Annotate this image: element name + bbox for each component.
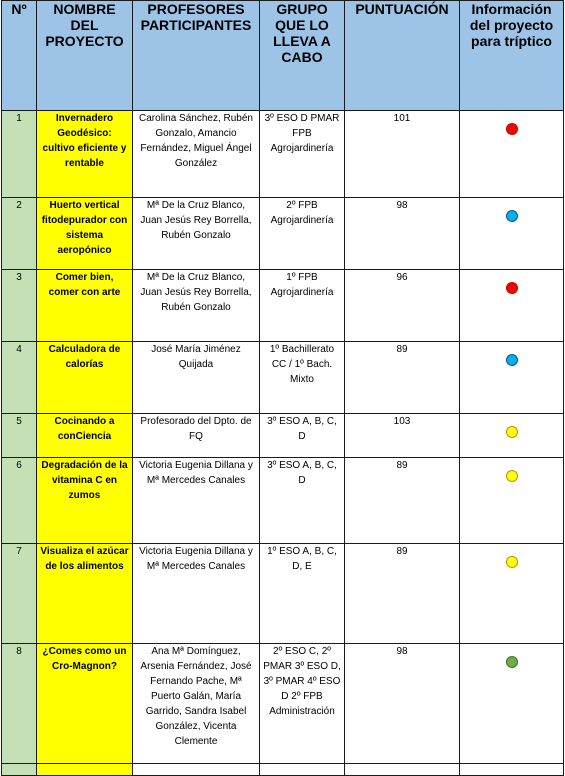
teachers-cell: Mª De la Cruz Blanco, Juan Jesús Rey Borrella, Rubén Gonzalo [133, 198, 260, 270]
header-teachers: PROFESORES PARTICIPANTES [133, 1, 260, 111]
score-cell: 89 [345, 342, 460, 414]
red-dot-icon [506, 123, 518, 135]
row-number: 7 [2, 544, 37, 644]
yellow-dot-icon [506, 556, 518, 568]
header-project-name: NOMBRE DEL PROYECTO [37, 1, 133, 111]
teachers-cell: Carolina Sánchez, Rubén Gonzalo, Amancio Fernández, Miguel Ángel González [133, 111, 260, 198]
project-name: Calculadora de calorías [37, 342, 133, 414]
row-number: 1 [2, 111, 37, 198]
group-cell: 3º ESO A, B, C, D [260, 414, 345, 458]
header-group: GRUPO QUE LO LLEVA A CABO [260, 1, 345, 111]
group-cell: 1º ESO A, B, C, D, E [260, 544, 345, 644]
teachers-cell: Victoria Eugenia Dillana y Mª Mercedes Canales [133, 458, 260, 544]
score-cell: 101 [345, 111, 460, 198]
group-cell: 3º ESO A, B, C, D [260, 458, 345, 544]
group-cell: 1º Bachillerato CC / 1º Bach. Mixto [260, 342, 345, 414]
info-cell [460, 644, 564, 764]
score-cell: 98 [345, 198, 460, 270]
info-cell [460, 111, 564, 198]
table-row [2, 458, 564, 544]
empty-cell [2, 764, 37, 776]
info-cell [460, 458, 564, 544]
table-row [2, 111, 564, 198]
table-row [2, 342, 564, 414]
table-row-partial [2, 764, 564, 776]
green-dot-icon [506, 656, 518, 668]
score-cell: 103 [345, 414, 460, 458]
teachers-cell: José María Jiménez Quijada [133, 342, 260, 414]
header-score: PUNTUACIÓN [345, 1, 460, 111]
project-name: Degradación de la vitamina C en zumos [37, 458, 133, 544]
teachers-cell: Ana Mª Domínguez, Arsenia Fernández, José Fernando Pache, Mª Puerto Galán, María Garrido, Sandra Isabel González, Vicenta Clemente [133, 644, 260, 764]
row-number: 6 [2, 458, 37, 544]
project-name: Visualiza el azúcar de los alimentos [37, 544, 133, 644]
score-cell: 98 [345, 644, 460, 764]
header-num: Nº [2, 1, 37, 111]
projects-table [1, 0, 564, 776]
info-cell [460, 270, 564, 342]
table-row [2, 270, 564, 342]
table-row [2, 198, 564, 270]
empty-cell [260, 764, 345, 776]
row-number: 5 [2, 414, 37, 458]
blue-dot-icon [506, 354, 518, 366]
row-number: 3 [2, 270, 37, 342]
group-cell: 1º FPB Agrojardinería [260, 270, 345, 342]
red-dot-icon [506, 282, 518, 294]
teachers-cell: Profesorado del Dpto. de FQ [133, 414, 260, 458]
group-cell: 2º FPB Agrojardinería [260, 198, 345, 270]
empty-cell [37, 764, 133, 776]
teachers-cell: Mª De la Cruz Blanco, Juan Jesús Rey Borrella, Rubén Gonzalo [133, 270, 260, 342]
table-row [2, 544, 564, 644]
row-number: 8 [2, 644, 37, 764]
group-cell: 3º ESO D PMAR FPB Agrojardinería [260, 111, 345, 198]
info-cell [460, 198, 564, 270]
group-cell: 2º ESO C, 2º PMAR 3º ESO D, 3º PMAR 4º ESO D 2º FPB Administración [260, 644, 345, 764]
info-cell [460, 414, 564, 458]
score-cell: 96 [345, 270, 460, 342]
table-row [2, 644, 564, 764]
project-name: Cocinando a conCiencia [37, 414, 133, 458]
header-info: Información del proyecto para tríptico [460, 1, 564, 111]
blue-dot-icon [506, 210, 518, 222]
project-name: ¿Comes como un Cro-Magnon? [37, 644, 133, 764]
score-cell: 89 [345, 544, 460, 644]
project-name: Invernadero Geodésico: cultivo eficiente y rentable [37, 111, 133, 198]
project-name: Comer bien, comer con arte [37, 270, 133, 342]
row-number: 2 [2, 198, 37, 270]
header-row [2, 1, 564, 111]
yellow-dot-icon [506, 470, 518, 482]
empty-cell [133, 764, 260, 776]
project-name: Huerto vertical fitodepurador con sistema aeropónico [37, 198, 133, 270]
info-cell [460, 544, 564, 644]
empty-cell [345, 764, 460, 776]
empty-cell [460, 764, 564, 776]
row-number: 4 [2, 342, 37, 414]
info-cell [460, 342, 564, 414]
yellow-dot-icon [506, 426, 518, 438]
table-row [2, 414, 564, 458]
teachers-cell: Victoria Eugenia Dillana y Mª Mercedes Canales [133, 544, 260, 644]
score-cell: 89 [345, 458, 460, 544]
